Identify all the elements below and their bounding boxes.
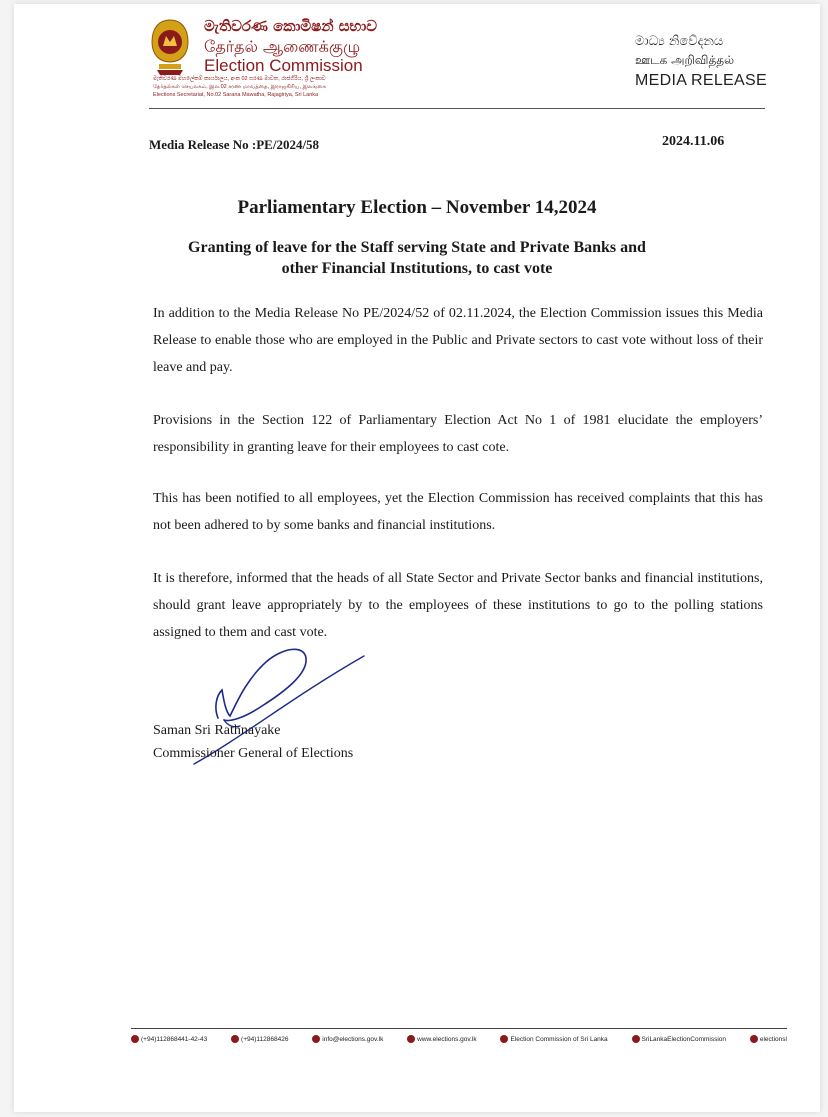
footer-phone: (+94)112868441-42-43 bbox=[131, 1035, 207, 1043]
footer-twitter[interactable]: electionsl bbox=[750, 1035, 787, 1043]
address-tamil: தேர்தல்கள் செயலகம், இல.02 சரண மாவத்தை, இராஜகிரிய, இலங்கை bbox=[153, 84, 326, 90]
paragraph-4: It is therefore, informed that the heads of all State Sector and Private Sector banks and financial institutions, should grant leave appropriately by to the employees of these institutions to go to the polling stations assigned to them and cast vote. bbox=[153, 571, 763, 640]
subtitle-line-2: other Financial Institutions, to cast vote bbox=[281, 260, 553, 277]
subtitle-line-1: Granting of leave for the Staff serving State and Private Banks and bbox=[188, 239, 646, 256]
facebook-icon bbox=[500, 1035, 508, 1043]
document-page bbox=[14, 4, 820, 1112]
header-divider bbox=[149, 108, 765, 109]
document-subtitle bbox=[14, 237, 820, 279]
footer-fax: (+94)112868426 bbox=[231, 1035, 288, 1043]
footer-facebook-page[interactable]: SriLankaElectionCommission bbox=[632, 1035, 727, 1043]
media-release-sinhala: මාධ්‍ය නිවේදනය bbox=[635, 34, 724, 49]
twitter-icon bbox=[750, 1035, 758, 1043]
address-sinhala: මැතිවරණ මහලේකම් කාර්යාලය, අංක 02 සරණ මාවත, රාජගිරිය, ශ්‍රී ලංකාව bbox=[153, 76, 326, 82]
media-release-english: MEDIA RELEASE bbox=[635, 72, 767, 89]
media-release-tamil: ஊடக அறிவித்தல் bbox=[635, 53, 735, 67]
email-icon bbox=[312, 1035, 320, 1043]
logo-tamil: தேர்தல் ஆணைக்குழு bbox=[204, 37, 361, 56]
release-date: 2024.11.06 bbox=[662, 134, 725, 149]
paragraph-3: This has been notified to all employees, yet the Election Commission has received complaints that this has not been adhered to by some banks and financial institutions. bbox=[153, 491, 763, 533]
address-english: Elections Secretariat, No.02 Sarana Mawatha, Rajagiriya, Sri Lanka bbox=[153, 92, 319, 98]
signatory-designation: Commissioner General of Elections bbox=[153, 746, 354, 761]
fax-icon bbox=[231, 1035, 239, 1043]
signatory-block bbox=[153, 719, 353, 765]
paragraph-2: Provisions in the Section 122 of Parliamentary Election Act No 1 of 1981 elucidate the employers’ responsibility in granting leave for their employees to cast cote. bbox=[153, 413, 763, 455]
footer-email[interactable]: info@elections.gov.lk bbox=[312, 1035, 383, 1043]
footer-divider bbox=[131, 1028, 787, 1029]
logo-english: Election Commission bbox=[204, 56, 363, 75]
release-number: Media Release No :PE/2024/58 bbox=[149, 137, 320, 152]
phone-icon bbox=[131, 1035, 139, 1043]
paragraph-1: In addition to the Media Release No PE/2024/52 of 02.11.2024, the Election Commission issues this Media Release to enable those who are employed in the Public and Private sectors to cast vote without loss of their leave and pay. bbox=[153, 306, 763, 375]
logo-sinhala: මැතිවරණ කොමිෂන් සභාව bbox=[204, 17, 378, 35]
footer-facebook[interactable]: Election Commission of Sri Lanka bbox=[500, 1035, 607, 1043]
facebook-icon bbox=[632, 1035, 640, 1043]
signatory-name: Saman Sri Rathnayake bbox=[153, 723, 281, 738]
globe-icon bbox=[407, 1035, 415, 1043]
national-emblem-icon bbox=[149, 18, 191, 76]
document-title: Parliamentary Election – November 14,2024 bbox=[237, 197, 597, 218]
footer-website[interactable]: www.elections.gov.lk bbox=[407, 1035, 477, 1043]
footer-contacts bbox=[131, 1035, 787, 1043]
